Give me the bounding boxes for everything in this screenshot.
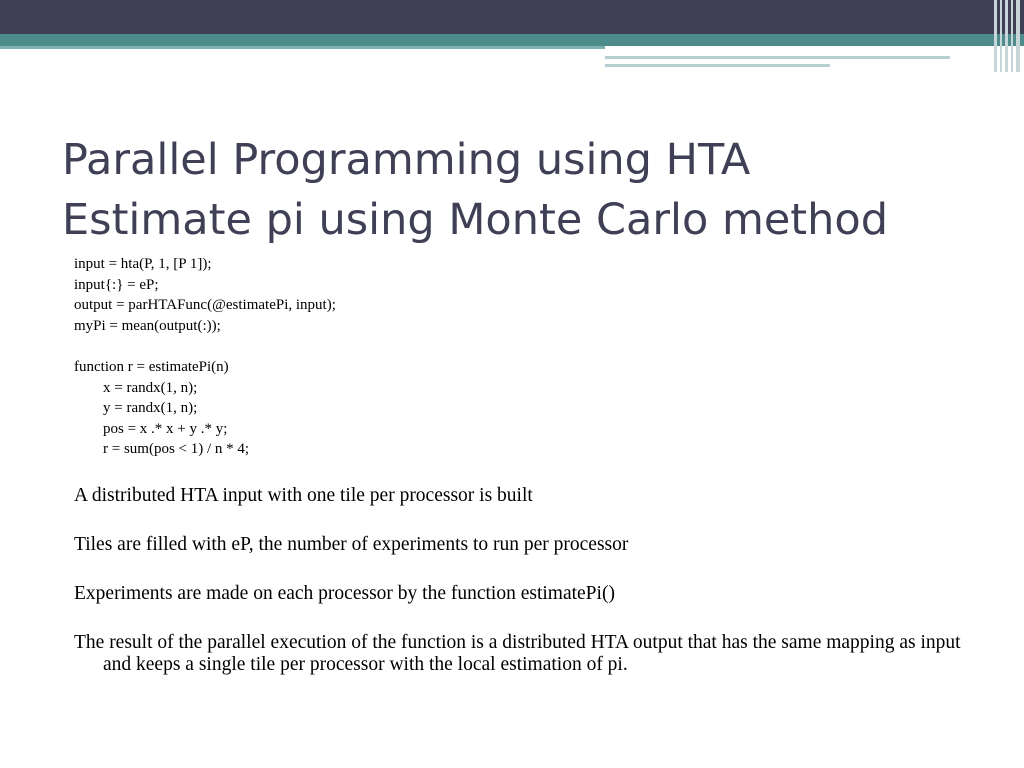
- bullet-list: [74, 485, 974, 703]
- code-line: x = randx(1, n);: [103, 379, 198, 396]
- header-accent-line-2: [605, 64, 830, 67]
- code-line: pos = x .* x + y .* y;: [103, 420, 228, 437]
- slide-title-line-1: Parallel Programming using HTA: [62, 135, 751, 185]
- header-vertical-bars: [992, 0, 1024, 72]
- code-line: input = hta(P, 1, [P 1]);: [74, 256, 212, 272]
- code-line: input{:} = eP;: [74, 276, 159, 293]
- code-line: y = randx(1, n);: [103, 400, 198, 417]
- bullet-item: Experiments are made on each processor by the function estimatePi(): [74, 583, 615, 604]
- header-teal-band: [0, 34, 1024, 46]
- code-line: [74, 336, 954, 357]
- code-line: function r = estimatePi(n): [74, 358, 229, 375]
- bullet-item: Tiles are filled with eP, the number of experiments to run per processor: [74, 534, 629, 555]
- header-dark-band: [0, 0, 1024, 34]
- slide-title-line-2: Estimate pi using Monte Carlo method: [62, 195, 889, 245]
- bullet-item: A distributed HTA input with one tile per processor is built: [74, 485, 533, 506]
- header-accent-line-1: [605, 56, 950, 59]
- code-line: myPi = mean(output(:));: [74, 317, 221, 334]
- code-line: output = parHTAFunc(@estimatePi, input);: [74, 297, 336, 314]
- bullet-item: The result of the parallel execution of the function is a distributed HTA output that has the same mapping as input and keeps a single tile per processor with the local estimation of pi.: [74, 632, 961, 675]
- slide-title: [62, 130, 1002, 250]
- header-teal-stripe: [0, 46, 605, 49]
- code-block: [74, 254, 954, 460]
- code-line: r = sum(pos < 1) / n * 4;: [103, 441, 250, 458]
